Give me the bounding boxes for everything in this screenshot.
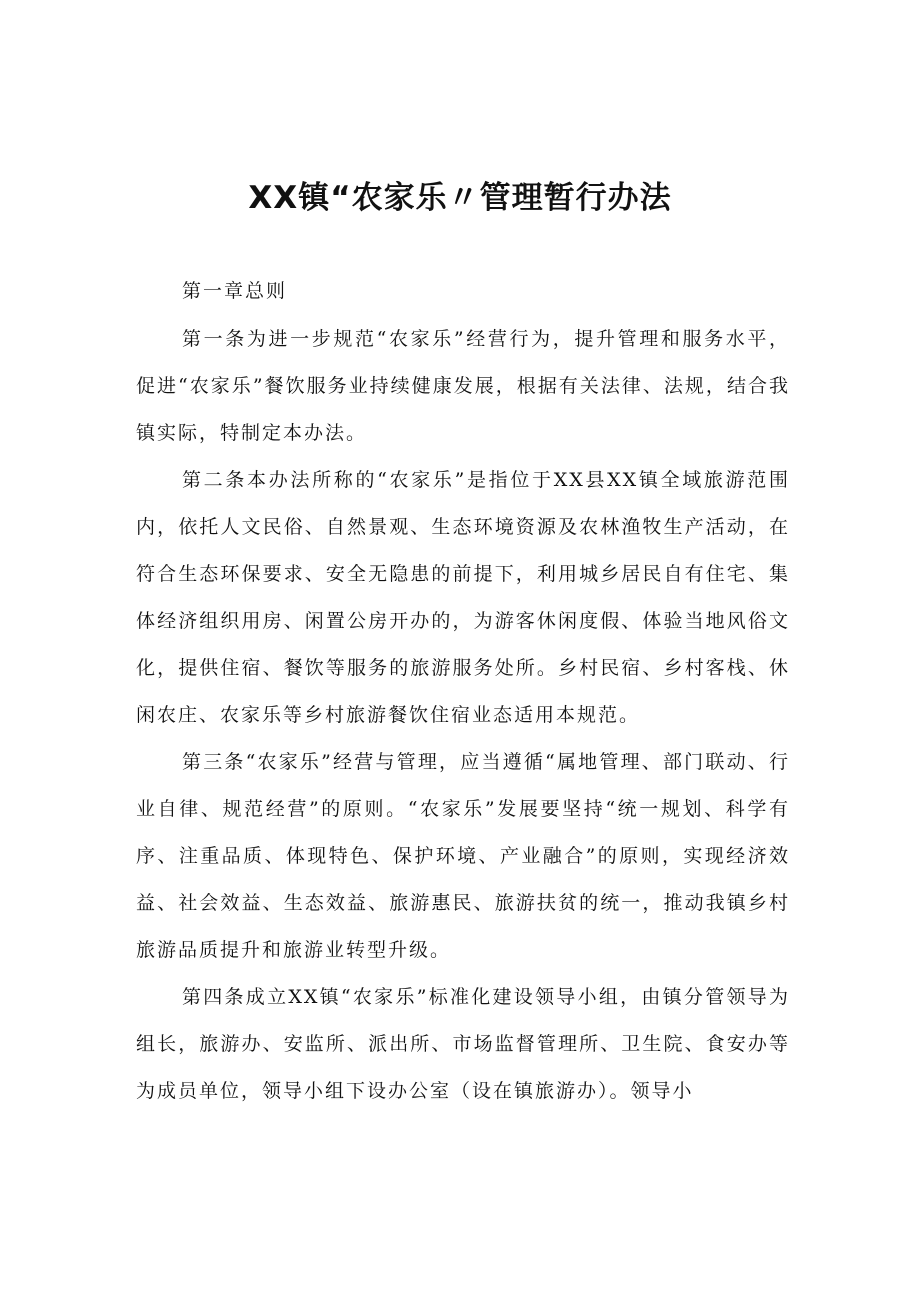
article-2-paragraph: 第二条本办法所称的“农家乐”是指位于XX县XX镇全域旅游范围内，依托人文民俗、自然景观、生态环境资源及农林渔牧生产活动，在符合生态环保要求、安全无隐患的前提下，利用城乡居民自有住宅、集体经济组织用房、闲置公房开办的，为游客休闲度假、体验当地风俗文化，提供住宿、餐饮等服务的旅游服务处所。乡村民宿、乡村客栈、休闲农庄、农家乐等乡村旅游餐饮住宿业态适用本规范。 — [136, 469, 790, 726]
document-title: XX镇“农家乐〃管理暂行办法 — [248, 180, 672, 216]
article-4-paragraph: 第四条成立XX镇“农家乐”标准化建设领导小组，由镇分管领导为组长，旅游办、安监所、派出所、市场监督管理所、卫生院、食安办等为成员单位，领导小组下设办公室（设在镇旅游办）。领导小 — [136, 986, 790, 1102]
article-3-paragraph: 第三条“农家乐”经营与管理，应当遵循“属地管理、部门联动、行业自律、规范经营”的原则。“农家乐”发展要坚持“统一规划、科学有序、注重品质、体现特色、保护环境、产业融合”的原则，实现经济效益、社会效益、生态效益、旅游惠民、旅游扶贫的统一，推动我镇乡村旅游品质提升和旅游业转型升级。 — [136, 751, 790, 961]
document-body — [136, 268, 790, 1115]
article-1-paragraph: 第一条为进一步规范“农家乐”经营行为，提升管理和服务水平，促进“农家乐”餐饮服务业持续健康发展，根据有关法律、法规，结合我镇实际，特制定本办法。 — [136, 328, 790, 444]
chapter-heading: 第一章总则 — [182, 280, 288, 302]
